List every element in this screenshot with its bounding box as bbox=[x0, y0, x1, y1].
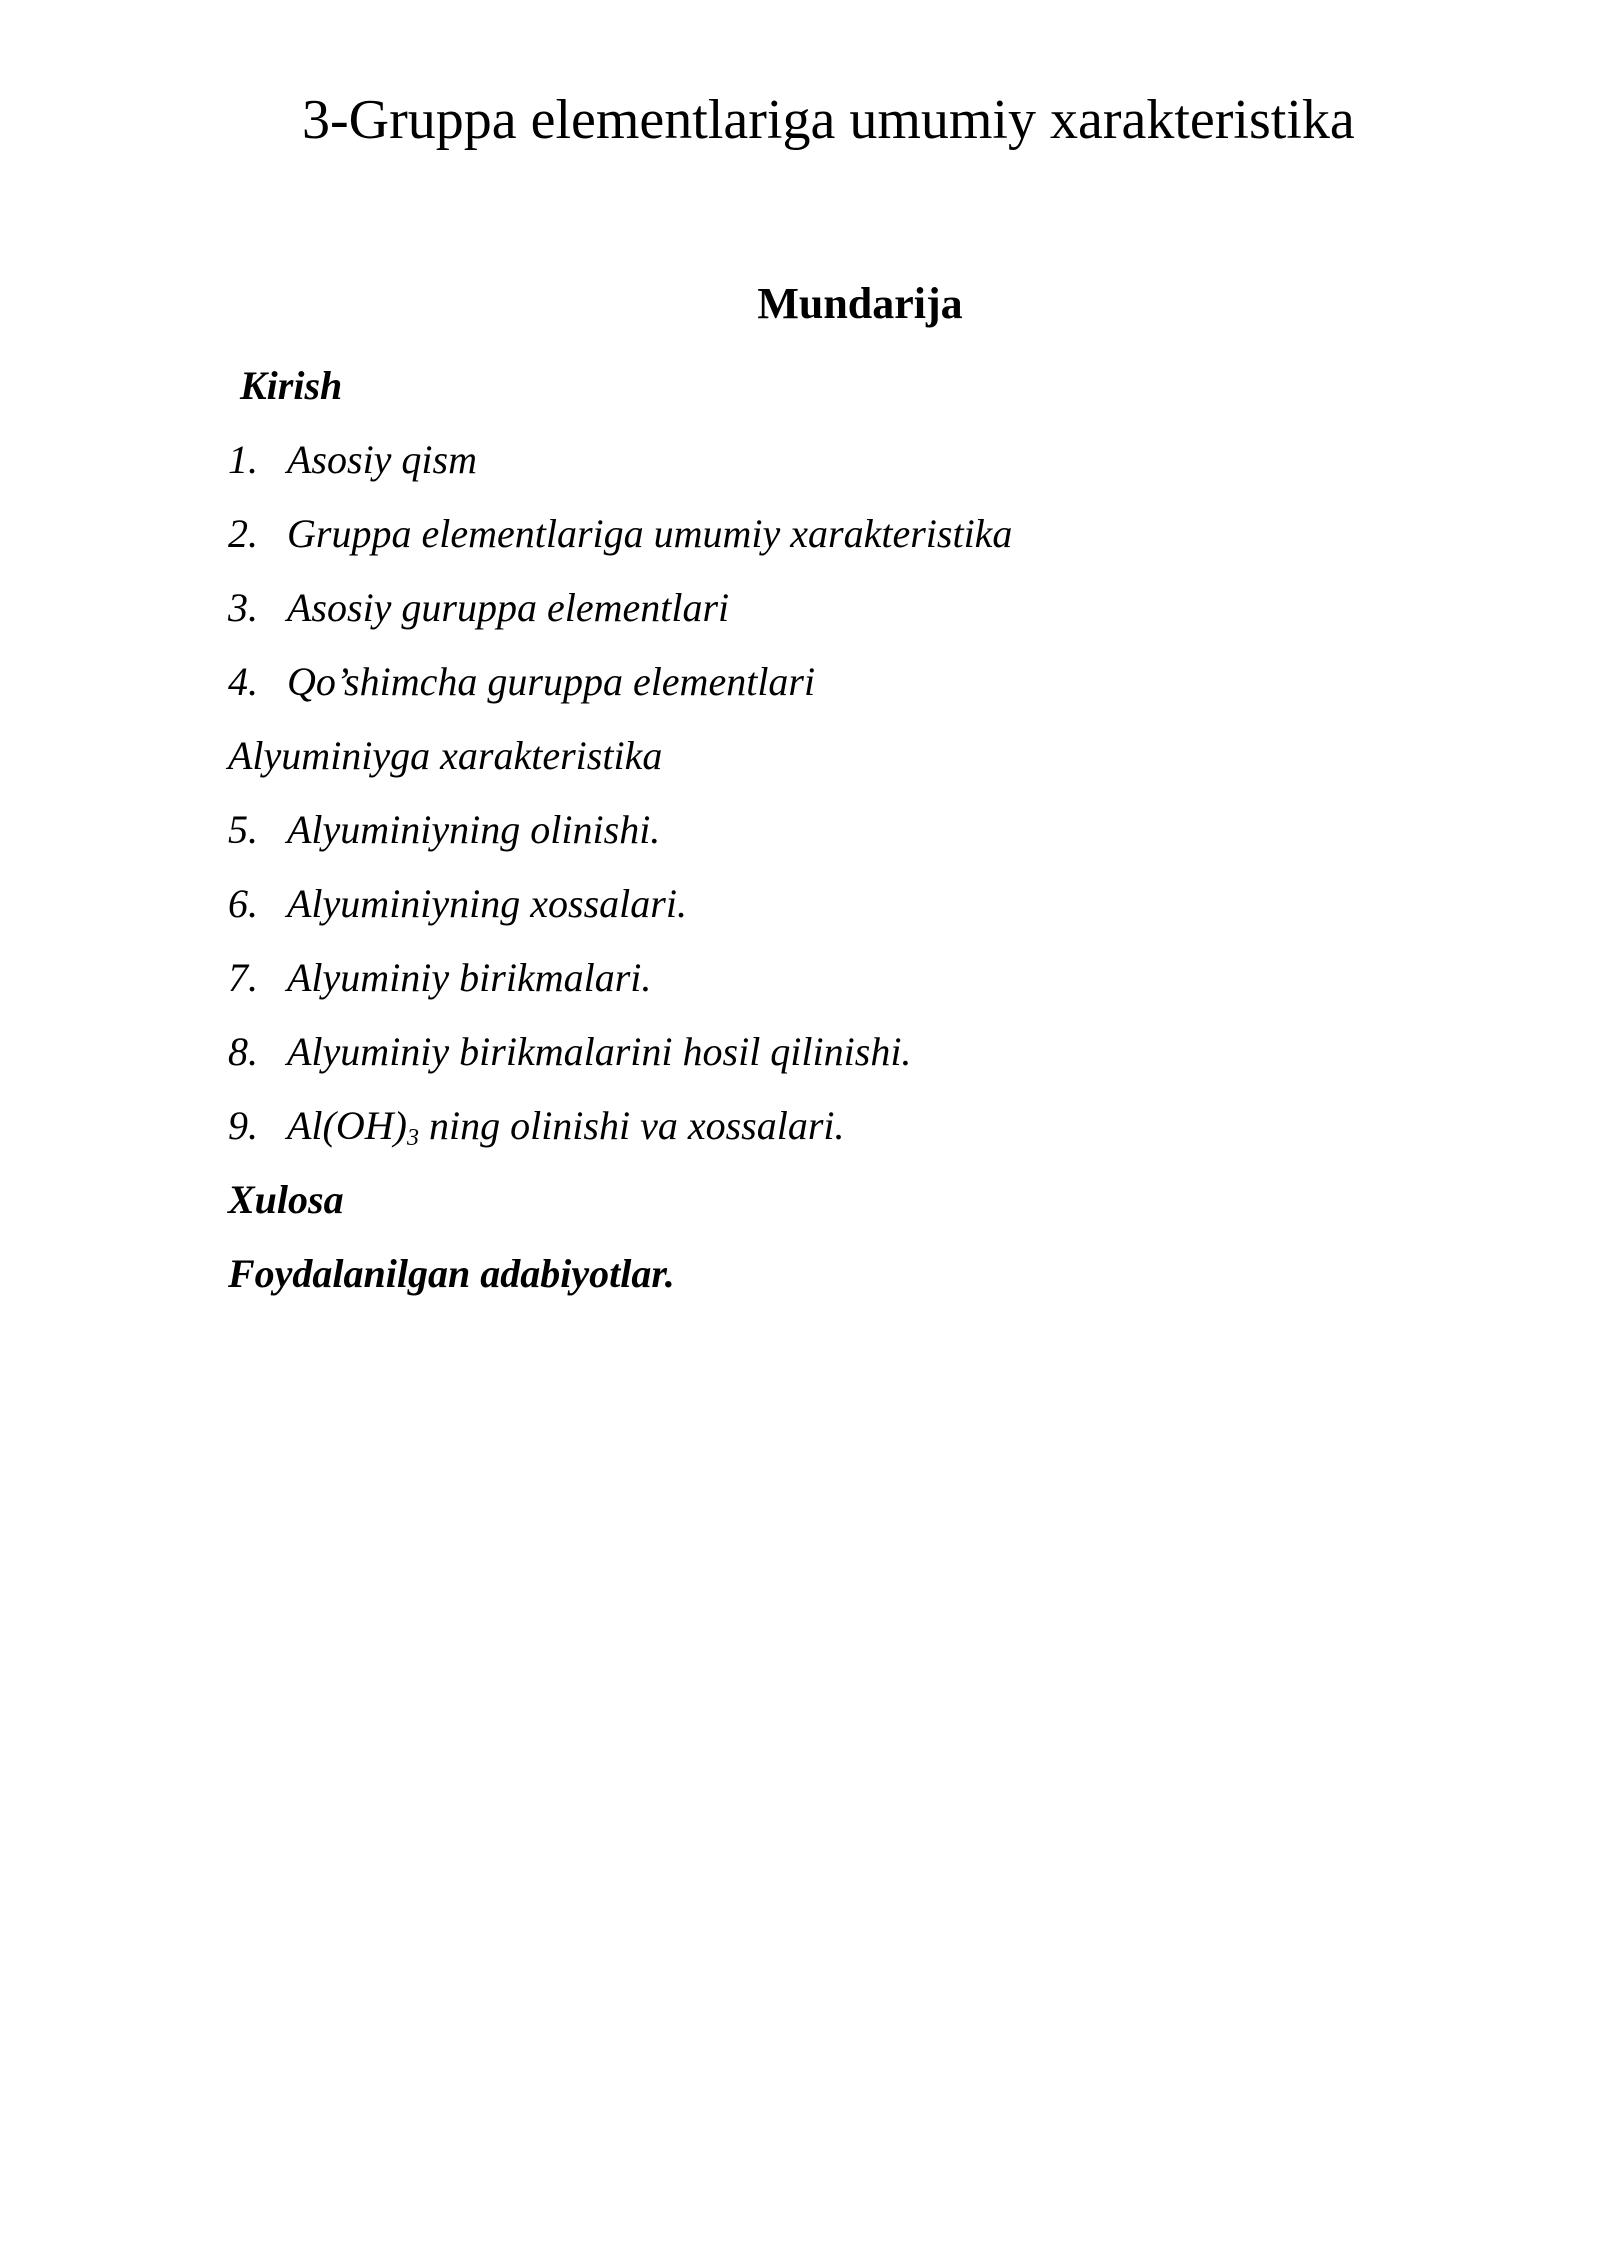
toc-item-text: Alyuminiyning olinishi. bbox=[287, 807, 661, 852]
toc-item-text: Alyuminiy birikmalari. bbox=[287, 955, 652, 1000]
toc-section-label: Alyuminiyga xarakteristika bbox=[228, 733, 663, 778]
toc-item-number: 1. bbox=[228, 437, 258, 482]
toc-item-text: Gruppa elementlariga umumiy xarakteristika bbox=[287, 511, 1013, 556]
toc-item-number: 6. bbox=[228, 881, 258, 926]
toc-item-number: 3. bbox=[228, 585, 258, 630]
toc-item-number: 4. bbox=[228, 659, 258, 704]
toc-item-text: Asosiy guruppa elementlari bbox=[287, 585, 730, 630]
toc-item-number: 5. bbox=[228, 807, 258, 852]
toc-item-number: 2. bbox=[228, 511, 258, 556]
toc-item-text: Qo’shimcha guruppa elementlari bbox=[287, 659, 816, 704]
document-title: 3-Gruppa elementlariga umumiy xarakteristika bbox=[302, 89, 1355, 151]
formula-subscript: 3 bbox=[406, 1125, 419, 1151]
toc-item-text: Alyuminiyning xossalari. bbox=[287, 881, 687, 926]
toc-item-text: Asosiy qism bbox=[287, 437, 477, 482]
toc-heading: Mundarija bbox=[757, 279, 963, 328]
toc-item-number: 9. bbox=[228, 1103, 258, 1148]
toc-conclusion: Xulosa bbox=[228, 1177, 344, 1222]
formula-base: Al(OH) bbox=[287, 1103, 407, 1148]
toc-intro: Kirish bbox=[240, 363, 343, 408]
formula-suffix: ning olinishi va xossalari. bbox=[418, 1103, 845, 1148]
toc-item-number: 8. bbox=[228, 1029, 258, 1074]
toc-item-number: 7. bbox=[228, 955, 258, 1000]
toc-item-text bbox=[287, 1103, 845, 1151]
toc-item-text: Alyuminiy birikmalarini hosil qilinishi. bbox=[287, 1029, 912, 1074]
toc-references: Foydalanilgan adabiyotlar. bbox=[228, 1251, 675, 1296]
